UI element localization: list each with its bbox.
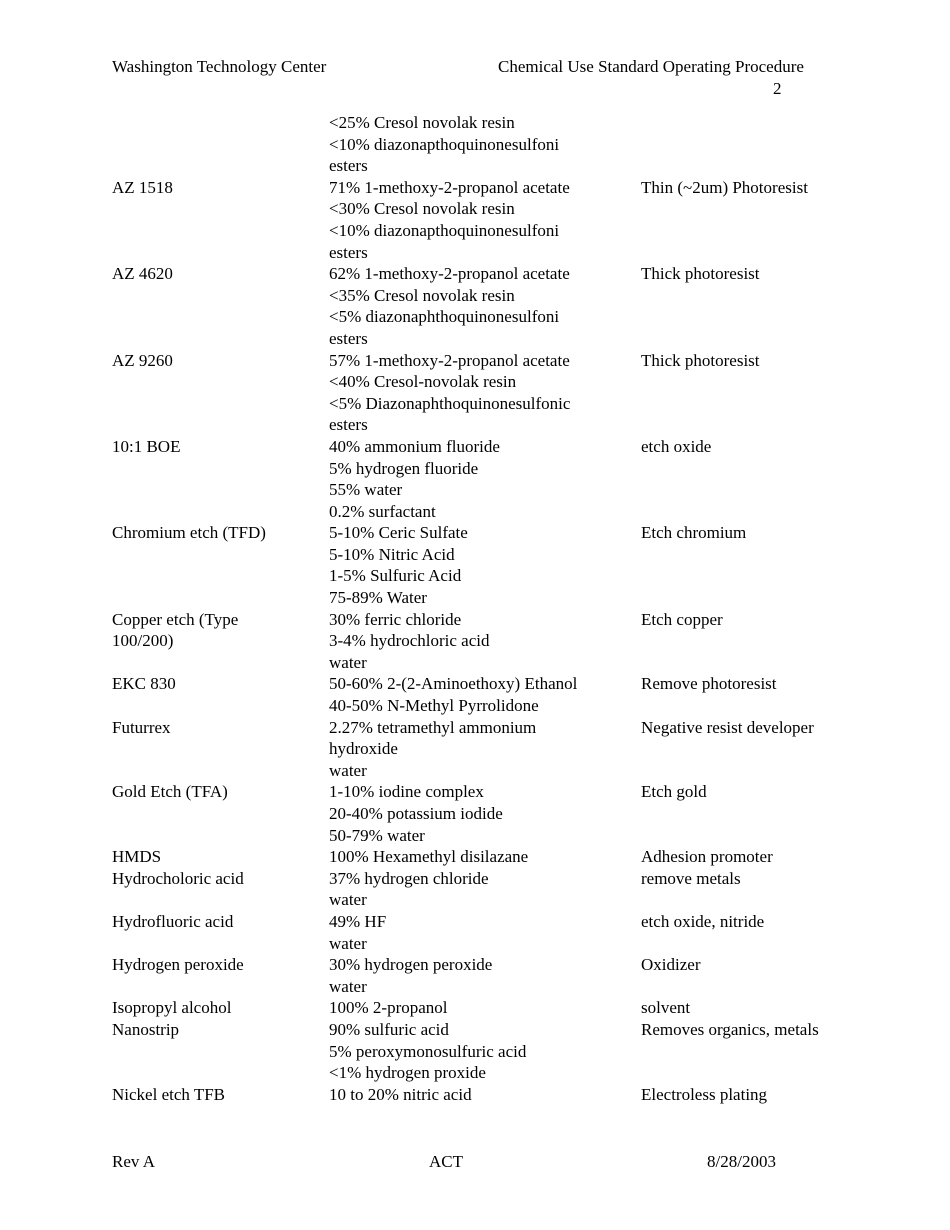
components-line: esters [329,328,368,348]
chemical-name-cell [112,609,329,652]
chemical-name-line: Hydrocholoric acid [112,868,244,888]
use-cell [641,350,852,372]
use-line: Removes organics, metals [641,1019,819,1039]
table-row [112,177,852,263]
table-row [112,717,852,782]
table-row [112,846,852,868]
use-cell [641,177,852,199]
use-cell [641,522,852,544]
table-row [112,868,852,911]
chemical-name-line: AZ 9260 [112,350,173,370]
use-cell [641,1084,852,1106]
footer-center: ACT [429,1152,463,1171]
table-row [112,673,852,716]
components-line: 62% 1-methoxy-2-propanol acetate [329,264,570,284]
components-line: 1-10% iodine complex [329,782,484,802]
chemical-name-line: AZ 4620 [112,264,173,284]
table-row [112,263,852,349]
components-line: 50-79% water [329,825,425,845]
components-cell [329,673,641,716]
components-line: esters [329,156,368,176]
header-document-title: Chemical Use Standard Operating Procedure [498,57,804,76]
chemical-name-cell [112,350,329,372]
components-cell [329,263,641,349]
use-line: Etch gold [641,782,707,802]
components-line: 30% ferric chloride [329,609,462,629]
use-line: Thin (~2um) Photoresist [641,177,808,197]
table-row [112,112,852,177]
table-row [112,997,852,1019]
components-line: water [329,760,367,780]
use-line: Adhesion promoter [641,847,773,867]
components-line: 90% sulfuric acid [329,1019,449,1039]
chemical-name-cell [112,717,329,739]
chemical-name-cell [112,954,329,976]
table-row [112,609,852,674]
use-line: etch oxide, nitride [641,911,765,931]
components-cell [329,868,641,911]
components-line: 20-40% potassium iodide [329,804,503,823]
chemical-name-line: Copper etch (Type [112,609,239,629]
components-cell [329,911,641,954]
components-cell [329,522,641,608]
components-line: water [329,890,367,910]
chemical-name-line: HMDS [112,847,162,867]
use-cell [641,263,852,285]
components-line: 2.27% tetramethyl ammonium [329,717,537,737]
chemical-name-line: Hydrogen peroxide [112,955,244,975]
components-cell [329,954,641,997]
chemical-name-cell [112,673,329,695]
use-line: Negative resist developer [641,717,814,737]
chemical-name-line: Isopropyl alcohol [112,998,232,1018]
components-line: <30% Cresol novolak resin [329,199,515,219]
use-cell [641,609,852,631]
chemical-name-cell [112,263,329,285]
table-row [112,1019,852,1084]
use-cell [641,997,852,1019]
chemical-name-cell [112,1019,329,1041]
use-cell [641,781,852,803]
components-line: 100% Hexamethyl disilazane [329,847,529,867]
components-line: 40-50% N-Methyl Pyrrolidone [329,696,539,716]
use-cell [641,717,852,739]
chemical-name-cell [112,846,329,868]
use-cell [641,868,852,890]
components-line: esters [329,242,368,262]
components-line: <1% hydrogen proxide [329,1063,486,1083]
components-line: 5% peroxymonosulfuric acid [329,1041,527,1061]
use-cell [641,1019,852,1041]
components-line: <35% Cresol novolak resin [329,285,515,305]
chemical-name-cell [112,911,329,933]
components-line: 49% HF [329,911,387,931]
components-cell [329,177,641,263]
chemical-name-line: 10:1 BOE [112,436,181,456]
components-cell [329,997,641,1019]
chemical-name-line: Hydrofluoric acid [112,911,234,931]
table-row [112,436,852,522]
chemical-name-line: AZ 1518 [112,177,173,197]
use-line: solvent [641,998,691,1018]
components-line: 100% 2-propanol [329,998,448,1018]
components-line: <5% Diazonaphthoquinonesulfonic [329,393,571,413]
components-cell [329,717,641,782]
table-row [112,911,852,954]
use-line: remove metals [641,868,741,888]
use-cell [641,846,852,868]
components-cell [329,112,641,177]
chemical-name-line: Gold Etch (TFA) [112,782,228,802]
use-line: etch oxide [641,436,712,456]
components-line: water [329,652,367,672]
table-row [112,1084,852,1106]
components-line: 5% hydrogen fluoride [329,458,479,478]
table-row [112,350,852,436]
components-line: 40% ammonium fluoride [329,436,500,456]
use-line: Etch chromium [641,523,747,543]
use-line: Thick photoresist [641,350,760,370]
components-line: water [329,933,367,953]
chemical-name-cell [112,997,329,1019]
components-line: 71% 1-methoxy-2-propanol acetate [329,177,570,197]
chemical-table [112,112,852,1105]
components-cell [329,1084,641,1106]
use-cell [641,673,852,695]
use-line: Electroless plating [641,1084,768,1104]
use-cell [641,954,852,976]
components-line: 5-10% Nitric Acid [329,544,455,564]
chemical-name-line: 100/200) [112,631,174,651]
components-line: <25% Cresol novolak resin [329,113,515,132]
components-line: esters [329,415,368,435]
table-row [112,954,852,997]
chemical-name-cell [112,781,329,803]
components-line: 37% hydrogen chloride [329,868,489,888]
chemical-name-cell [112,177,329,199]
footer-revision: Rev A [112,1152,155,1171]
components-line: 3-4% hydrochloric acid [329,631,490,651]
components-line: 50-60% 2-(2-Aminoethoxy) Ethanol [329,674,578,694]
components-cell [329,846,641,868]
header-organization: Washington Technology Center [112,57,327,76]
components-line: <10% diazonapthoquinonesulfoni [329,220,560,240]
chemical-name-line: EKC 830 [112,674,176,694]
use-cell [641,436,852,458]
components-line: 30% hydrogen peroxide [329,955,493,975]
components-cell [329,436,641,522]
footer-date: 8/28/2003 [707,1152,776,1171]
components-line: 57% 1-methoxy-2-propanol acetate [329,350,570,370]
components-line: 55% water [329,480,403,500]
page-number: 2 [773,79,782,98]
use-line: Remove photoresist [641,674,777,694]
components-line: 0.2% surfactant [329,501,436,521]
chemical-name-cell [112,868,329,890]
components-line: 75-89% Water [329,588,427,608]
chemical-name-line: Futurrex [112,717,171,737]
chemical-name-line: Nickel etch TFB [112,1084,225,1104]
table-row [112,781,852,846]
components-cell [329,609,641,674]
components-line: hydroxide [329,739,398,759]
use-line: Etch copper [641,609,723,629]
components-cell [329,350,641,436]
chemical-name-cell [112,522,329,544]
components-line: <40% Cresol-novolak resin [329,372,517,392]
chemical-name-line: Chromium etch (TFD) [112,523,266,543]
use-line: Thick photoresist [641,264,760,284]
components-line: 1-5% Sulfuric Acid [329,566,462,586]
use-cell [641,911,852,933]
components-cell [329,781,641,846]
components-cell [329,1019,641,1084]
components-line: water [329,976,367,996]
chemical-name-cell [112,1084,329,1106]
components-line: 5-10% Ceric Sulfate [329,523,468,543]
chemical-name-cell [112,436,329,458]
chemical-name-line: Nanostrip [112,1019,180,1039]
use-line: Oxidizer [641,955,701,975]
table-row [112,522,852,608]
components-line: <10% diazonapthoquinonesulfoni [329,134,560,154]
components-line: 10 to 20% nitric acid [329,1084,472,1104]
components-line: <5% diazonaphthoquinonesulfoni [329,307,560,327]
